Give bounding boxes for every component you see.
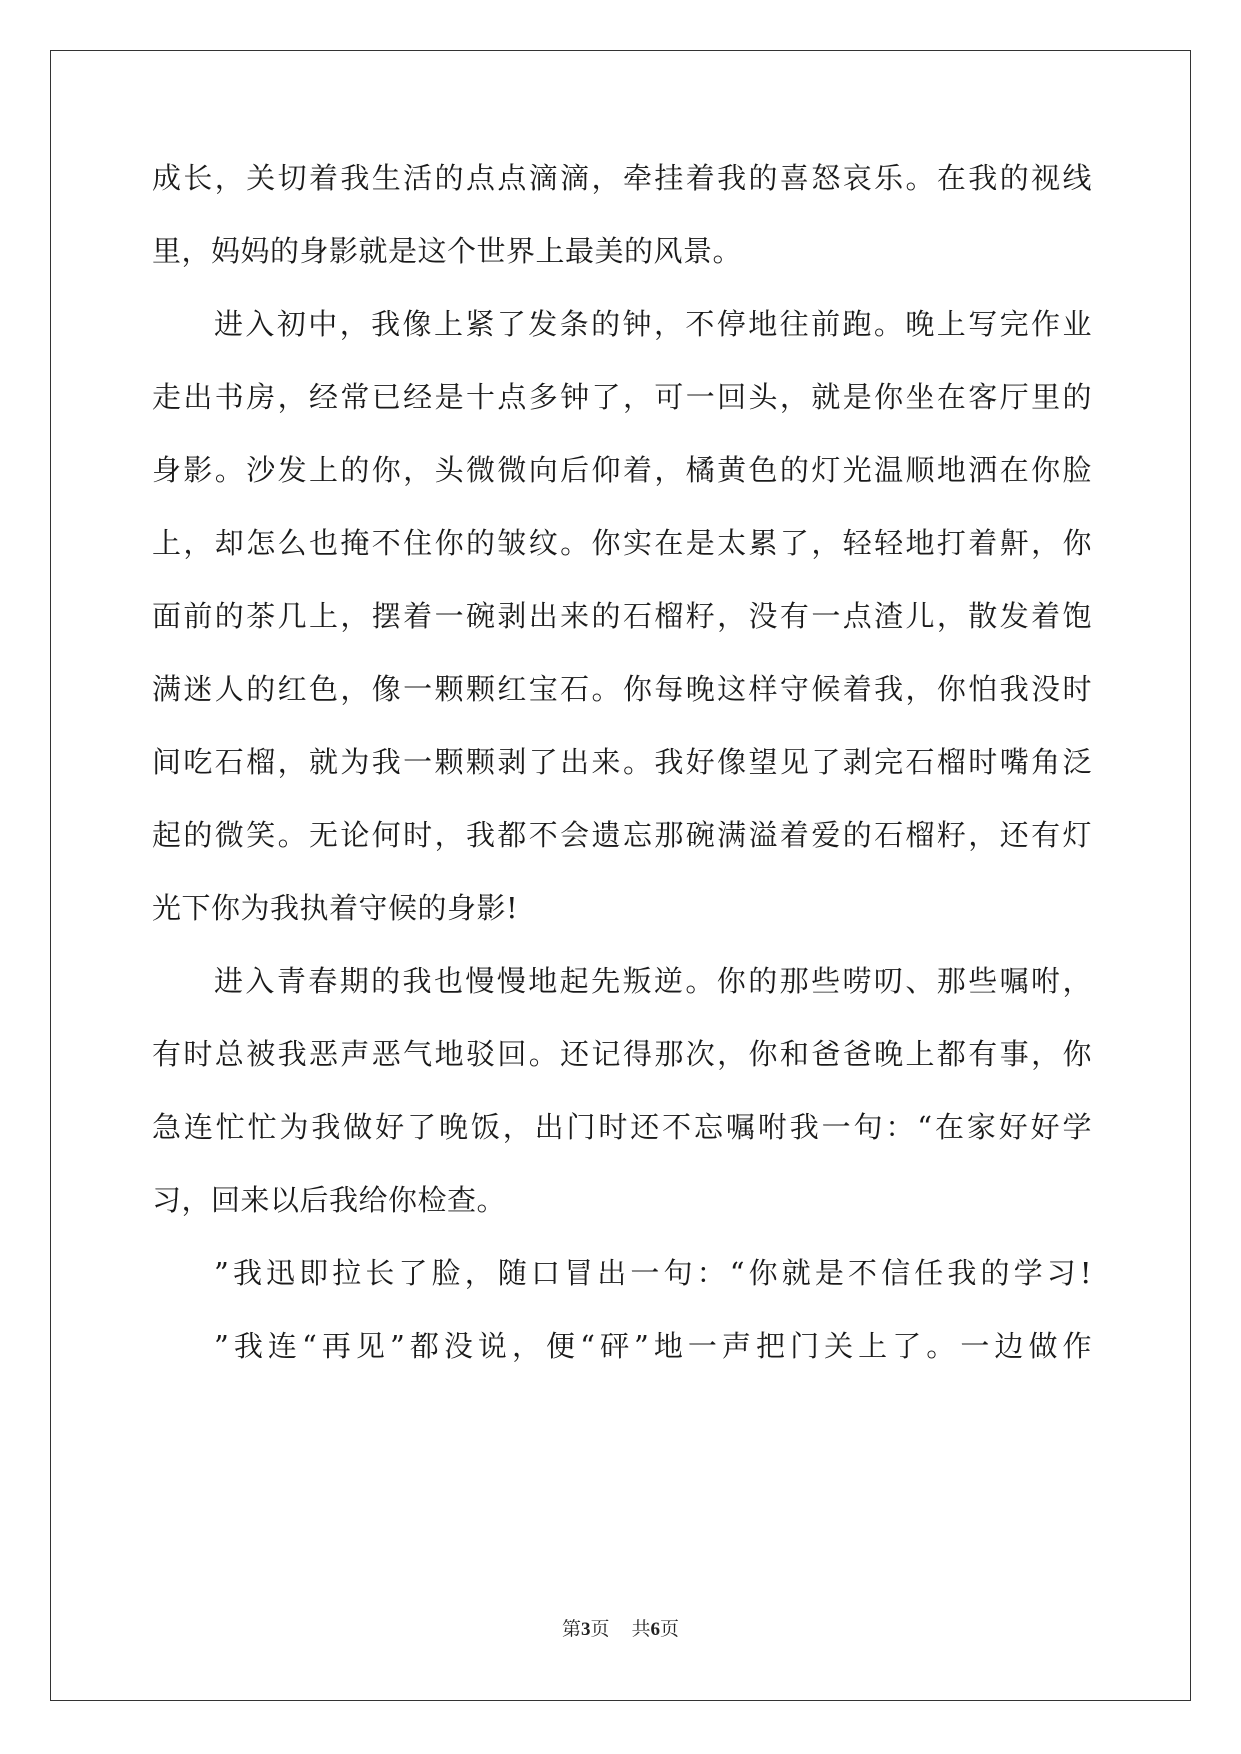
- text-line: 里，妈妈的身影就是这个世界上最美的风景。: [152, 234, 743, 268]
- current-page-number: 3: [580, 1619, 591, 1640]
- text-line: 成长，关切着我生活的点点滴滴，牵挂着我的喜怒哀乐。在我的视线: [152, 161, 1092, 195]
- paragraph-start-line: ”我迅即拉长了脸，随口冒出一句：“你就是不信任我的学习!: [214, 1256, 1092, 1290]
- page-number-footer: [0, 1617, 1241, 1642]
- page-unit: 页: [590, 1618, 610, 1640]
- text-line: 间吃石榴，就为我一颗颗剥了出来。我好像望见了剥完石榴时嘴角泛: [152, 745, 1092, 779]
- text-line: 光下你为我执着守候的身影!: [152, 891, 519, 925]
- text-line: 满迷人的红色，像一颗颗红宝石。你每晚这样守候着我，你怕我没时: [152, 672, 1092, 706]
- text-line: 习，回来以后我给你检查。: [152, 1183, 507, 1217]
- paragraph-start-line: 进入初中，我像上紧了发条的钟，不停地往前跑。晚上写完作业: [214, 307, 1092, 341]
- text-line: 身影。沙发上的你，头微微向后仰着，橘黄色的灯光温顺地洒在你脸: [152, 453, 1092, 487]
- total-prefix: 共: [631, 1618, 651, 1640]
- text-line: 面前的茶几上，摆着一碗剥出来的石榴籽，没有一点渣儿，散发着饱: [152, 599, 1092, 633]
- text-line: 起的微笑。无论何时，我都不会遗忘那碗满溢着爱的石榴籽，还有灯: [152, 818, 1092, 852]
- text-line: 急连忙忙为我做好了晚饭，出门时还不忘嘱咐我一句：“在家好好学: [152, 1110, 1092, 1144]
- page-prefix: 第: [561, 1618, 581, 1640]
- page-border: [50, 50, 1191, 1701]
- paragraph-start-line: ”我连“再见”都没说，便“砰”地一声把门关上了。一边做作: [214, 1329, 1092, 1363]
- text-line: 上，却怎么也掩不住你的皱纹。你实在是太累了，轻轻地打着鼾，你: [152, 526, 1092, 560]
- total-unit: 页: [660, 1618, 680, 1640]
- text-line: 有时总被我恶声恶气地驳回。还记得那次，你和爸爸晚上都有事，你: [152, 1037, 1092, 1071]
- paragraph-start-line: 进入青春期的我也慢慢地起先叛逆。你的那些唠叨、那些嘱咐，: [214, 964, 1092, 998]
- text-line: 走出书房，经常已经是十点多钟了，可一回头，就是你坐在客厅里的: [152, 380, 1092, 414]
- total-page-number: 6: [650, 1619, 661, 1640]
